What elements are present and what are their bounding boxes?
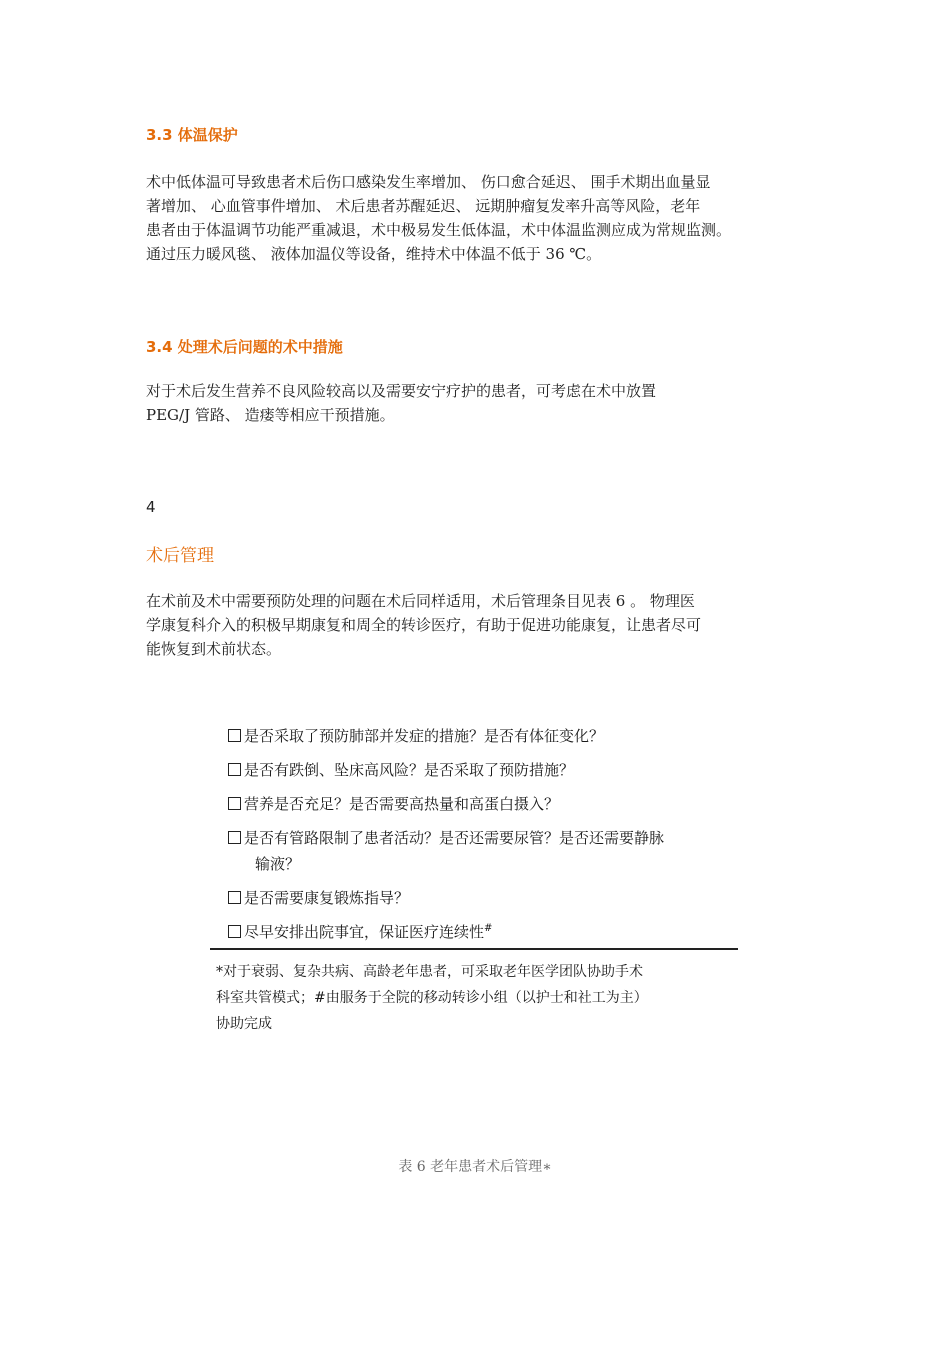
checklist-item	[228, 887, 409, 908]
checklist-item	[228, 793, 559, 814]
table-footnote-line: 协助完成	[216, 1016, 272, 1032]
section-3-3-heading	[146, 124, 238, 145]
paragraph-line: 术中低体温可导致患者术后伤口感染发生率增加、 伤口愈合延迟、 围手术期出血量显	[146, 173, 711, 191]
section-3-4-paragraph	[146, 379, 818, 427]
checkbox-icon	[228, 729, 241, 742]
section-4-number: 4	[146, 498, 156, 516]
checkbox-icon	[228, 763, 241, 776]
table-footnote-line: 科室共管模式；#由服务于全院的移动转诊小组（以护士和社工为主）	[216, 990, 648, 1006]
checklist-item-text: 是否有管路限制了患者活动？是否还需要尿管？是否还需要静脉	[244, 829, 665, 847]
paragraph-line: 著增加、 心血管事件增加、 术后患者苏醒延迟、 远期肿瘤复发率升高等风险，老年	[146, 197, 701, 215]
section-3-3-paragraph	[146, 170, 818, 266]
paragraph-line: 患者由于体温调节功能严重减退，术中极易发生低体温，术中体温监测应成为常规监测。	[146, 221, 732, 239]
checkbox-icon	[228, 797, 241, 810]
checklist-item-text: 尽早安排出院事宜，保证医疗连续性	[244, 923, 485, 941]
table-rule	[210, 948, 738, 950]
paragraph-line: 在术前及术中需要预防处理的问题在术后同样适用，术后管理条目见表 6 。 物理医	[146, 592, 695, 610]
paragraph-line: PEG/J 管路、 造瘘等相应干预措施。	[146, 406, 395, 424]
checklist-item	[228, 827, 664, 848]
checklist-item-text: 是否有跌倒、坠床高风险？是否采取了预防措施？	[244, 761, 575, 779]
section-4-paragraph	[146, 589, 818, 661]
checkbox-icon	[228, 831, 241, 844]
section-3-4-heading: 3.4 处理术后问题的术中措施	[146, 338, 343, 356]
footnote-mark: #	[484, 923, 493, 934]
table-6-caption: 表 6 老年患者术后管理∗	[398, 1159, 552, 1175]
paragraph-line: 对于术后发生营养不良风险较高以及需要安宁疗护的患者，可考虑在术中放置	[146, 382, 657, 400]
checkbox-icon	[228, 925, 241, 938]
table-6-checklist-image	[210, 715, 745, 1045]
checklist-item	[228, 725, 604, 746]
section-3-3-title: 3.3 体温保护	[146, 126, 238, 144]
paragraph-line: 通过压力暖风毯、 液体加温仪等设备，维持术中体温不低于 36 ℃。	[146, 245, 602, 263]
checkbox-icon	[228, 891, 241, 904]
checklist-item-text: 营养是否充足？是否需要高热量和高蛋白摄入？	[244, 795, 560, 813]
table-footnote-line: *对于衰弱、复杂共病、高龄老年患者，可采取老年医学团队协助手术	[216, 964, 643, 980]
paragraph-line: 学康复科介入的积极早期康复和周全的转诊医疗，有助于促进功能康复，让患者尽可	[146, 616, 702, 634]
paragraph-line: 能恢复到术前状态。	[146, 640, 282, 658]
section-4-heading: 术后管理	[146, 546, 214, 566]
checklist-item-continuation: 输液？	[255, 855, 301, 873]
checklist-item	[228, 759, 574, 780]
checklist-item-text: 是否需要康复锻炼指导？	[244, 889, 410, 907]
checklist-item	[228, 921, 492, 942]
checklist-item-text: 是否采取了预防肺部并发症的措施？是否有体征变化？	[244, 727, 605, 745]
